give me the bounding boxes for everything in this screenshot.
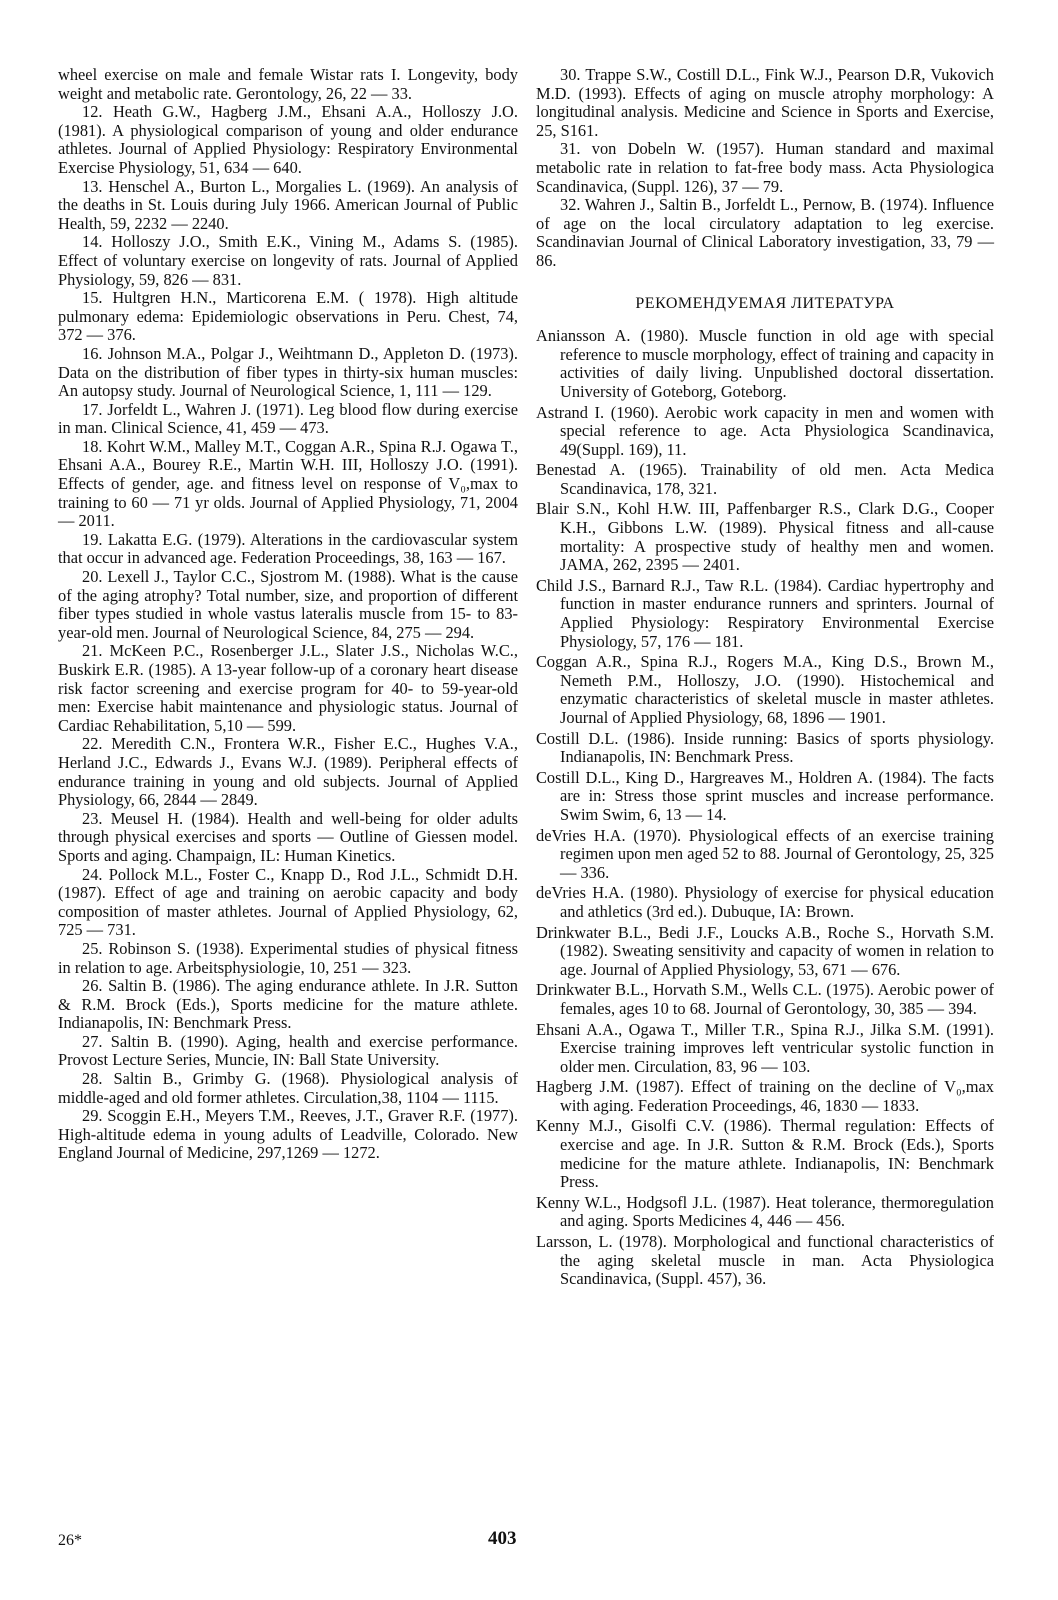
recommended-reference: Hagberg J.M. (1987). Effect of training on the decline of V₀,max with aging. Federation Proceedings, 46, 1830 — 1833. — [536, 1077, 994, 1115]
right-column — [536, 66, 994, 1291]
recommended-reference: Costill D.L. (1986). Inside running: Basics of sports physiology. Indianapolis, IN: Benchmark Press. — [536, 728, 994, 767]
reference-14: 14. Holloszy J.O., Smith E.K., Vining M., Adams S. (1985). Effect of voluntary exercise on longevity of rats. Journal of Applied Physiology, 59, 826 — 831. — [58, 232, 518, 289]
left-column — [58, 66, 518, 1163]
recommended-reference: Larsson, L. (1978). Morphological and functional characteristics of the aging skeletal muscle in man. Acta Physiologica Scandinavica, (Suppl. 457), 36. — [536, 1232, 994, 1289]
reference-21: 21. McKeen P.C., Rosenberger J.L., Slater J.S., Nicholas W.C., Buskirk E.R. (1985). A 13-year follow-up of a coronary heart disease risk factor screening and exercise program for 40- to 59-year-old men: Exercise habit maintenance and physiologic status. Journal of Cardiac Rehabilitation, 5,10 — 599. — [58, 641, 518, 735]
recommended-reference: Blair S.N., Kohl H.W. III, Paffenbarger R.S., Clark D.G., Cooper K.H., Gibbons L.W. (1989). Physical fitness and all-cause mortality: A prospective study of healthy men and women. JAMA, 262, 2395 — 2401. — [536, 499, 994, 575]
recommended-reference: Kenny M.J., Gisolfi C.V. (1986). Thermal regulation: Effects of exercise and age. In J.R. Sutton & R.M. Brock (Eds.), Sports medicine for the mature athlete. Indianapolis, IN: Benchmark Press. — [536, 1116, 994, 1192]
recommended-reference: Benestad A. (1965). Trainability of old men. Acta Medica Scandinavica, 178, 321. — [536, 460, 994, 498]
recommended-reference: Costill D.L., King D., Hargreaves M., Holdren A. (1984). The facts are in: Stress those sprint muscles and increase performance. Swim Swim, 6, 13 — 14. — [536, 767, 994, 824]
reference-18: 18. Kohrt W.M., Malley M.T., Coggan A.R., Spina R.J. Ogawa T., Ehsani A.A., Bourey R.E., Martin W.H. III, Holloszy J.O. (1991). Effects of gender, age. and fitness level on response of V₀,max to training to 60 — 71 yr olds. Journal of Applied Physiology, 71, 2004 — 2011. — [58, 436, 518, 531]
reference-12: 12. Heath G.W., Hagberg J.M., Ehsani A.A., Holloszy J.O. (1981). A physiological comparison of young and older endurance athletes. Journal of Applied Physiology: Respiratory Environmental Exercise Physiology, 51, 634 — 640. — [58, 102, 518, 177]
signature-mark: 26* — [58, 1532, 82, 1549]
reference-20: 20. Lexell J., Taylor C.C., Sjostrom M. (1988). What is the cause of the aging atrophy? Total number, size, and proportion of different fiber types studied in whole vastus lateralis muscle from 15- to 83-year-old men. Journal of Neurological Science, 84, 275 — 294. — [58, 567, 518, 642]
reference-31: 31. von Dobeln W. (1957). Human standard and maximal metabolic rate in relation to fat-free body mass. Acta Physiologica Scandinavica, (Suppl. 126), 37 — 79. — [536, 139, 994, 196]
recommended-reference: Drinkwater B.L., Horvath S.M., Wells C.L. (1975). Aerobic power of females, ages 10 to 68. Journal of Gerontology, 30, 385 — 394. — [536, 980, 994, 1018]
page-number: 403 — [488, 1528, 517, 1549]
reference-28: 28. Saltin B., Grimby G. (1968). Physiological analysis of middle-aged and old former athletes. Circulation,38, 1104 — 1115. — [58, 1069, 518, 1107]
recommended-reference: Coggan A.R., Spina R.J., Rogers M.A., King D.S., Brown M., Nemeth P.M., Holloszy, J.O. (1990). Histochemical and enzymatic characteristics of skeletal muscle in master athletes. Journal of Applied Physiology, 68, 1896 — 1901. — [536, 652, 994, 727]
reference-25: 25. Robinson S. (1938). Experimental studies of physical fitness in relation to age. Arbeitsphysiologie, 10, 251 — 323. — [58, 938, 518, 977]
reference-27: 27. Saltin B. (1990). Aging, health and exercise performance. Provost Lecture Series, Muncie, IN: Ball State University. — [58, 1031, 518, 1070]
reference-continuation: wheel exercise on male and female Wistar rats I. Longevity, body weight and metabolic rate. Gerontology, 26, 22 — 33. — [58, 65, 518, 103]
reference-32: 32. Wahren J., Saltin B., Jorfeldt L., Pernow, B. (1974). Influence of age on the local circulatory adaptation to leg exercise. Scandinavian Journal of Clinical Laboratory investigation, 33, 79 — 86. — [536, 195, 994, 270]
reference-17: 17. Jorfeldt L., Wahren J. (1971). Leg blood flow during exercise in man. Clinical Science, 41, 459 — 473. — [58, 399, 518, 438]
recommended-reference: Drinkwater B.L., Bedi J.F., Loucks A.B., Roche S., Horvath S.M. (1982). Sweating sensitivity and capacity of women in relation to age. Journal of Applied Physiology, 53, 671 — 676. — [536, 922, 994, 979]
reference-24: 24. Pollock M.L., Foster C., Knapp D., Rod J.L., Schmidt D.H. (1987). Effect of age and training on aerobic capacity and body composition of master athletes. Journal of Applied Physiology, 62, 725 — 731. — [58, 864, 518, 940]
recommended-reference: Ehsani A.A., Ogawa T., Miller T.R., Spina R.J., Jilka S.M. (1991). Exercise training improves left ventricular systolic function in older men. Circulation, 83, 96 — 103. — [536, 1019, 994, 1076]
recommended-reference: deVries H.A. (1970). Physiological effects of an exercise training regimen upon men aged 52 to 88. Journal of Gerontology, 25, 325 — 336. — [536, 825, 994, 882]
reference-26: 26. Saltin B. (1986). The aging endurance athlete. In J.R. Sutton & R.M. Brock (Eds.), Sports medicine for the mature athlete. Indianapolis, IN: Benchmark Press. — [58, 976, 518, 1033]
reference-23: 23. Meusel H. (1984). Health and well-being for older adults through physical exercises and sports — Outline of Giessen model. Sports and aging. Champaign, IL: Human Kinetics. — [58, 808, 518, 865]
recommended-reference: Astrand I. (1960). Aerobic work capacity in men and women with special reference to age. Acta Physiologica Scandinavica, 49(Suppl. 169), 11. — [536, 402, 994, 459]
recommended-reference: Aniansson A. (1980). Muscle function in old age with special reference to muscle morphology, effect of training and capacity in activities of daily living. Unpublished doctoral dissertation. University of Goteborg, Goteborg. — [536, 326, 994, 401]
recommended-reference: Kenny W.L., Hodgsofl J.L. (1987). Heat tolerance, thermoregulation and aging. Sports Medicines 4, 446 — 456. — [536, 1192, 994, 1231]
reference-30: 30. Trappe S.W., Costill D.L., Fink W.J., Pearson D.R, Vukovich M.D. (1993). Effects of aging on muscle atrophy morphology: A longitudinal analysis. Medicine and Science in Sports and Exercise, 25, S161. — [536, 65, 994, 140]
reference-29: 29. Scoggin E.H., Meyers T.M., Reeves, J.T., Graver R.F. (1977). High-altitude edema in young adults of Leadville, Colorado. New England Journal of Medicine, 297,1269 — 1272. — [58, 1106, 518, 1163]
reference-19: 19. Lakatta E.G. (1979). Alterations in the cardiovascular system that occur in advanced age. Federation Proceedings, 38, 163 — 167. — [58, 529, 518, 568]
reference-15: 15. Hultgren H.N., Marticorena E.M. ( 1978). High altitude pulmonary edema: Epidemiologic observations in Peru. Chest, 74, 372 — 376. — [58, 288, 518, 345]
reference-22: 22. Meredith C.N., Frontera W.R., Fisher E.C., Hughes V.A., Herland J.C., Edwards J., Evans W.J. (1989). Peripheral effects of endurance training in young and old subjects. Journal of Applied Physiology, 66, 2844 — 2849. — [58, 734, 518, 810]
recommended-reference: Child J.S., Barnard R.J., Taw R.L. (1984). Cardiac hypertrophy and function in master endurance runners and sprinters. Journal of Applied Physiology: Respiratory Environmental Exercise Physiology, 57, 176 — 181. — [536, 575, 994, 651]
reference-13: 13. Henschel A., Burton L., Morgalies L. (1969). An analysis of the deaths in St. Louis during July 1966. American Journal of Public Health, 59, 2232 — 2240. — [58, 176, 518, 233]
reference-16: 16. Johnson M.A., Polgar J., Weihtmann D., Appleton D. (1973). Data on the distribution of fiber types in thirty-six human muscles: An autopsy study. Journal of Neurological Science, 1, 111 — 129. — [58, 343, 518, 401]
recommended-reference: deVries H.A. (1980). Physiology of exercise for physical education and athletics (3rd ed.). Dubuque, IA: Brown. — [536, 883, 994, 921]
recommended-literature-heading: РЕКОМЕНДУЕМАЯ ЛИТЕРАТУРА — [635, 294, 895, 312]
